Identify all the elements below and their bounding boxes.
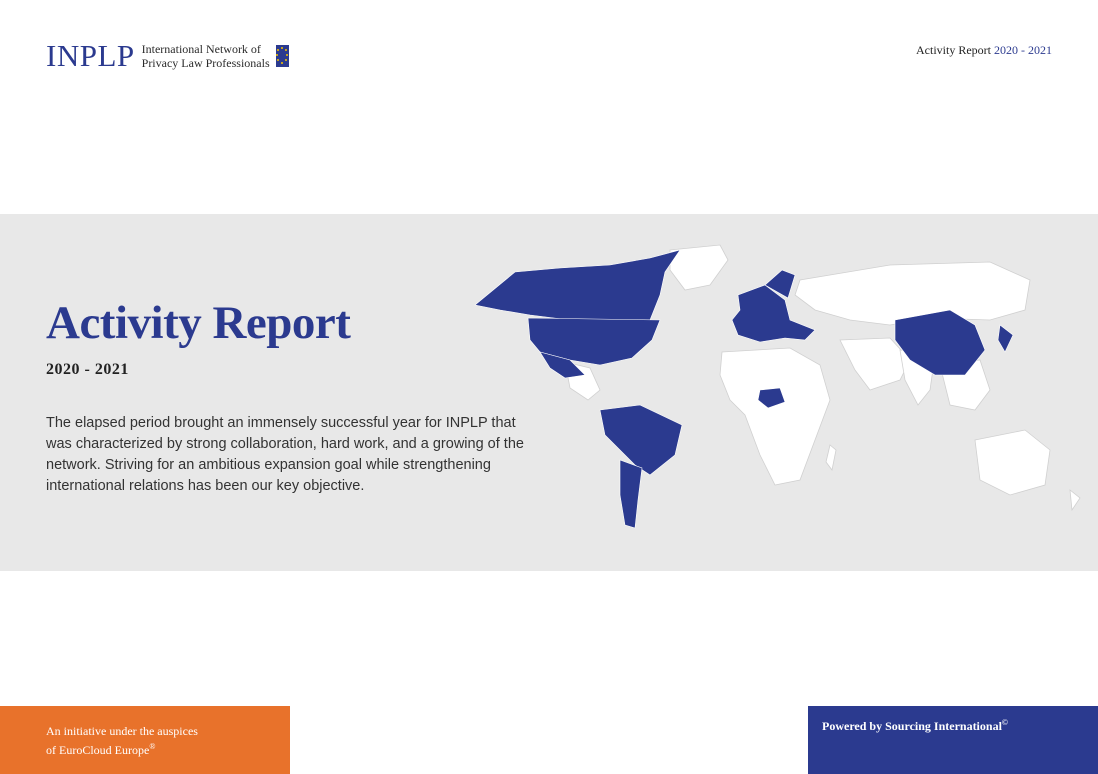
footer-initiative-line2: [46, 739, 198, 758]
intro-paragraph: The elapsed period brought an immensely successful year for INPLP that was characterized by strong collaboration, hard work, and a growing of the network. Striving for an ambitious expansion goal while strengthening international relations has been our key objective.: [46, 415, 524, 494]
footer-initiative-text: [46, 724, 198, 758]
page-title: Activity Report: [46, 297, 351, 349]
footer-powered-label: Powered by Sourcing International: [822, 719, 1002, 733]
report-header-label: [916, 43, 1052, 58]
footer-initiative-org: of EuroCloud Europe: [46, 743, 150, 757]
footer-powered-text: [822, 718, 1008, 734]
footer-initiative-line1: An initiative under the auspices: [46, 724, 198, 738]
page-years: 2020 - 2021: [46, 361, 129, 378]
map-madagascar: [826, 445, 836, 470]
map-new-zealand: [1070, 490, 1080, 510]
map-eurasia-north: [795, 262, 1030, 325]
logo-subtitle-line2: Privacy Law Professionals: [141, 55, 270, 70]
footer-initiative-box: [0, 706, 290, 774]
eu-flag-icon: [276, 45, 289, 67]
copyright-mark: ©: [1001, 718, 1008, 727]
footer-powered-box: [808, 706, 1098, 774]
map-brazil: [600, 405, 682, 475]
report-label: Activity Report: [916, 43, 991, 57]
map-canada: [475, 250, 680, 325]
logo-wordmark: INPLP: [46, 38, 135, 73]
world-map-illustration: [470, 240, 1095, 535]
map-australia: [975, 430, 1050, 495]
map-japan: [998, 325, 1013, 352]
logo-subtitle-line1: International Network of: [141, 41, 261, 56]
report-years: 2020 - 2021: [994, 43, 1052, 57]
registered-mark: ®: [149, 742, 156, 751]
inplp-logo: [46, 40, 289, 71]
map-africa: [720, 348, 830, 485]
map-argentina: [620, 460, 642, 528]
logo-subtitle: [142, 42, 270, 70]
